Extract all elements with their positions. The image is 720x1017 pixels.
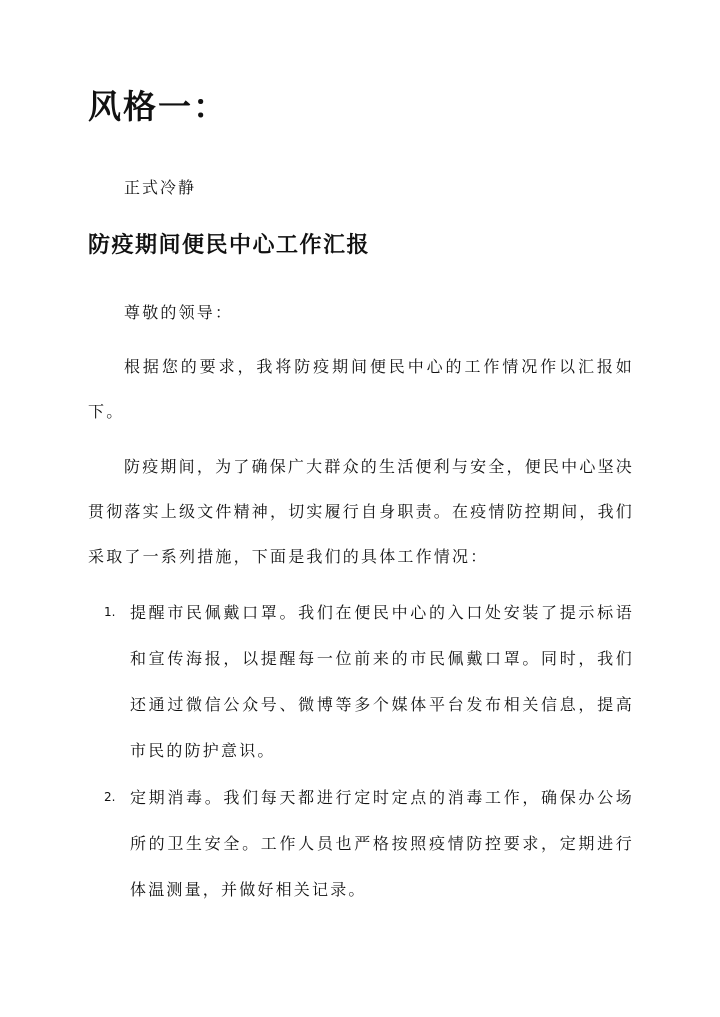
intro-paragraph: 根据您的要求，我将防疫期间便民中心的工作情况作以汇报如下。 [88, 357, 634, 421]
body-paragraph: 防疫期间，为了确保广大群众的生活便利与安全，便民中心坚决贯彻落实上级文件精神，切实履行自身职责。在疫情防控期间，我们采取了一系列措施，下面是我们的具体工作情况： [88, 457, 635, 566]
style-label: 正式冷静 [124, 178, 197, 197]
document-title: 防疫期间便民中心工作汇报 [88, 232, 371, 258]
list-item [104, 590, 634, 774]
list-number: 2. [104, 790, 116, 804]
salutation: 尊敬的领导： [124, 303, 234, 322]
list-item [104, 775, 634, 913]
list-number: 1. [104, 605, 116, 619]
list-item-text: 提醒市民佩戴口罩。我们在便民中心的入口处安装了提示标语和宣传海报，以提醒每一位前来的市民佩戴口罩。同时，我们还通过微信公众号、微博等多个媒体平台发布相关信息，提高市民的防护意识。 [130, 603, 634, 760]
list-item-text: 定期消毒。我们每天都进行定时定点的消毒工作，确保办公场所的卫生安全。工作人员也严格按照疫情防控要求，定期进行体温测量，并做好相关记录。 [130, 788, 634, 899]
style-heading: 风格一： [88, 87, 228, 126]
